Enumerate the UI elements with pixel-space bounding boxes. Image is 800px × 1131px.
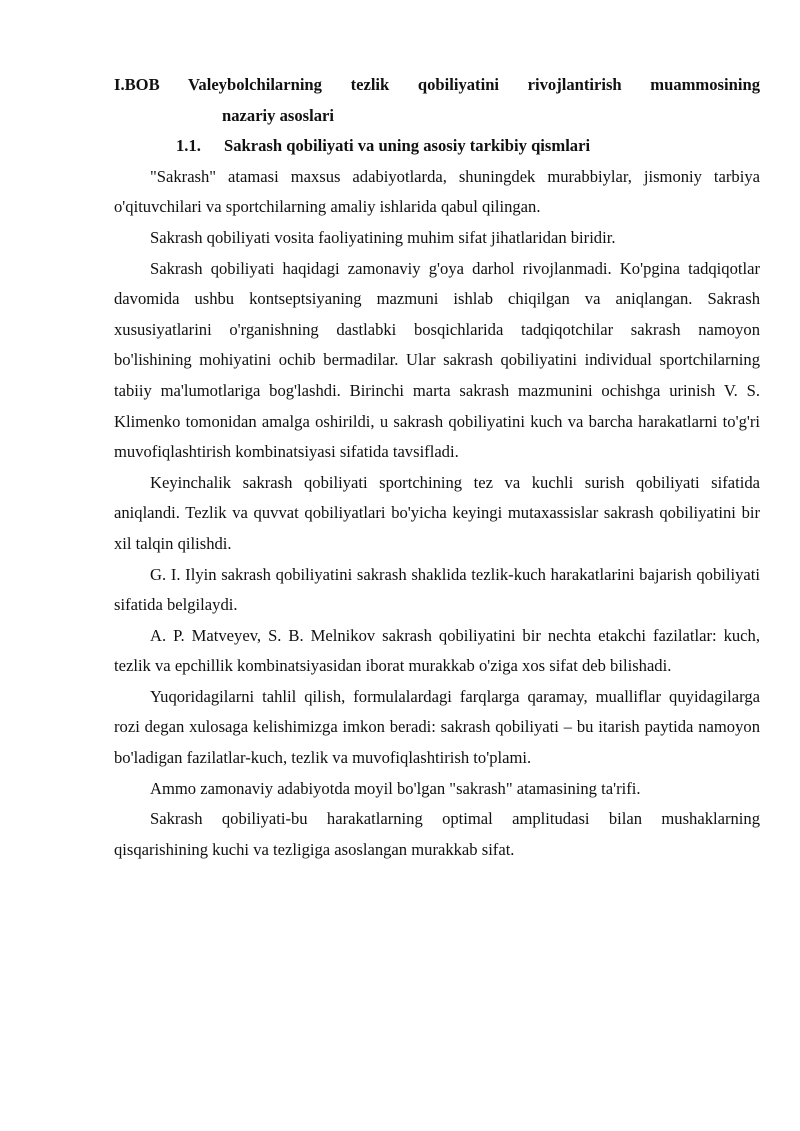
- section-heading: [114, 131, 760, 162]
- chapter-title-continuation: nazariy asoslari: [222, 105, 334, 125]
- chapter-title: I.BOB Valeybolchilarning tezlik qobiliyatini rivojlantirish muammosining: [114, 75, 760, 94]
- paragraph: Yuqoridagilarni tahlil qilish, formulalardagi farqlarga qaramay, mualliflar quyidagilarga rozi degan xulosaga kelishimizga imkon beradi: sakrash qobiliyati – bu itarish paytida namoyon bo'ladigan fazilatlar-kuch, tezlik va muvofiqlashtirish to'plami.: [114, 686, 760, 768]
- paragraph: Keyinchalik sakrash qobiliyati sportchining tez va kuchli surish qobiliyati sifatida aniqlandi. Tezlik va quvvat qobiliyatlari bo'yicha keyingi mutaxassislar sakrash qobiliyatini bir xil talqin qilishdi.: [114, 472, 760, 553]
- paragraph: Sakrash qobiliyati vosita faoliyatining muhim sifat jihatlaridan biridir.: [150, 227, 616, 247]
- section-number: 1.1.: [176, 136, 201, 156]
- paragraph: Sakrash qobiliyati-bu harakatlarning optimal amplitudasi bilan mushaklarning qisqarishining kuchi va tezligiga asoslangan murakkab sifat.: [114, 809, 760, 859]
- document-page: [114, 70, 760, 865]
- paragraph: Ammo zamonaviy adabiyotda moyil bo'lgan "sakrash" atamasining ta'rifi.: [150, 778, 641, 798]
- paragraph: Sakrash qobiliyati haqidagi zamonaviy g'oya darhol rivojlanmadi. Ko'pgina tadqiqotlar davomida ushbu kontseptsiyaning mazmuni ishlab chiqilgan va aniqlangan. Sakrash xususiyatlarini o'rganishning dastlabki bosqichlarida tadqiqotchilar sakrash namoyon bo'lishining mohiyatini ochib bermadilar. Ular sakrash qobiliyatini individual sportchilarning tabiiy ma'lumotlariga bog'lashdi. Birinchi marta sakrash mazmunini ochishga urinish V. S. Klimenko tomonidan amalga oshirildi, u sakrash qobiliyatini kuch va barcha harakatlarni to'g'ri muvofiqlashtirish kombinatsiyasi sifatida tavsifladi.: [114, 258, 760, 462]
- paragraph: G. I. Ilyin sakrash qobiliyatini sakrash shaklida tezlik-kuch harakatlarini bajarish qobiliyati sifatida belgilaydi.: [114, 564, 760, 615]
- section-title: Sakrash qobiliyati va uning asosiy tarkibiy qismlari: [224, 136, 591, 156]
- paragraph: A. P. Matveyev, S. B. Melnikov sakrash qobiliyatini bir nechta etakchi fazilatlar: kuch, tezlik va epchillik kombinatsiyasidan iborat murakkab o'ziga xos sifat deb bilishadi.: [114, 625, 760, 676]
- paragraph: "Sakrash" atamasi maxsus adabiyotlarda, shuningdek murabbiylar, jismoniy tarbiya o'qituvchilari va sportchilarning amaliy ishlarida qabul qilingan.: [114, 166, 760, 217]
